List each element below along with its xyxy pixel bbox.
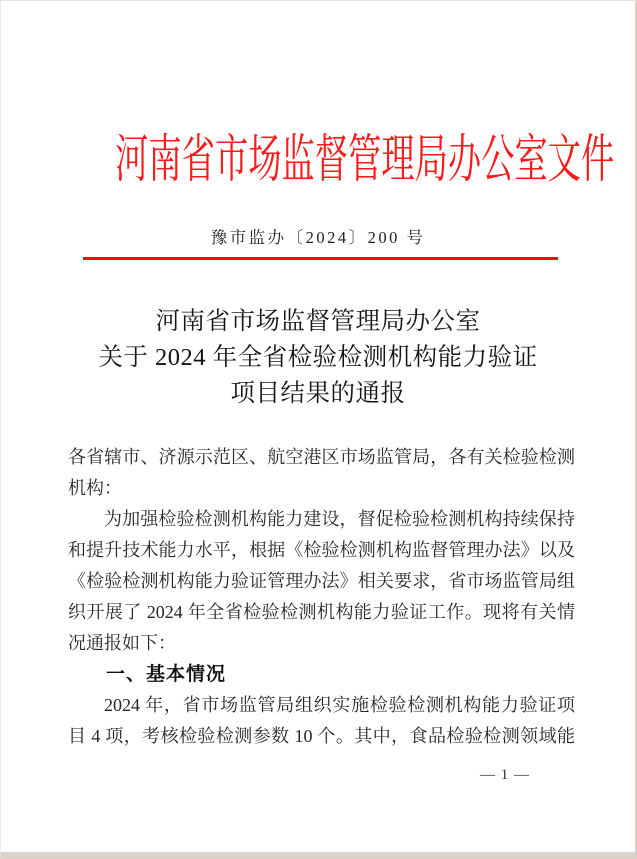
paragraph-line: 《检验检测机构能力验证管理办法》相关要求，省市场监管局组 bbox=[68, 571, 575, 591]
addressee-line-1: 各省辖市、济源示范区、航空港区市场监管局，各有关检验检测 bbox=[68, 447, 575, 467]
paragraph-line: 织开展了 2024 年全省检验检测机构能力验证工作。现将有关情 bbox=[68, 602, 575, 622]
paragraph-line: 目 4 项，考核检验检测参数 10 个。其中，食品检验检测领域能 bbox=[68, 726, 575, 746]
section-heading: 一、基本情况 bbox=[106, 664, 227, 685]
document-number: 豫市监办〔2024〕200 号 bbox=[210, 228, 426, 247]
document-title-line-2: 关于 2024 年全省检验检测机构能力验证 bbox=[98, 344, 538, 371]
document-title-line-3: 项目结果的通报 bbox=[230, 380, 406, 407]
red-divider-line bbox=[83, 257, 558, 260]
page-number: — 1 — bbox=[480, 767, 530, 783]
document-title bbox=[1, 304, 635, 412]
document-title-line-1: 河南省市场监督管理局办公室 bbox=[155, 308, 481, 335]
document-header-title: 河南省市场监督管理局办公室文件 bbox=[115, 132, 615, 189]
document-body bbox=[68, 442, 575, 752]
paragraph-line: 况通报如下： bbox=[68, 633, 176, 653]
paragraph-line: 2024 年，省市场监管局组织实施检验检测机构能力验证项 bbox=[104, 695, 575, 715]
paragraph-line: 和提升技术能力水平，根据《检验检测机构监督管理办法》以及 bbox=[68, 540, 575, 560]
addressee-line-2: 机构： bbox=[68, 478, 122, 498]
paragraph-line: 为加强检验检测机构能力建设，督促检验检测机构持续保持 bbox=[104, 509, 575, 529]
